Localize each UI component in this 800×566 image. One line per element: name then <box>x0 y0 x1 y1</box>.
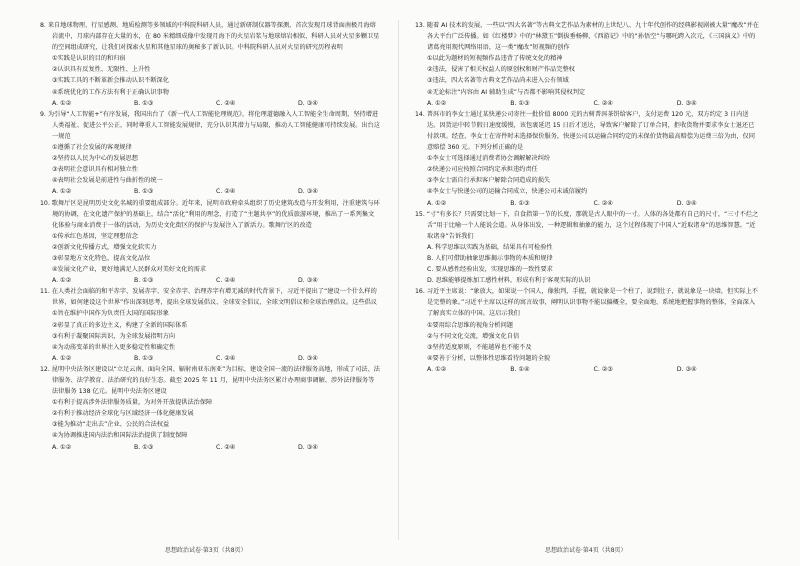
question-option: ②与不同文化交流，增强文化自信 <box>427 332 520 340</box>
question-option: ③违法，四大名著等古典文艺作品尚未进入公有领域 <box>427 77 569 85</box>
question-option: ③实践工具的不断革新会推动认识不断深化 <box>52 77 169 85</box>
question-stem: 13. 随着 AI 技术的发展，一些以“四大名著”等古典文艺作品为素材的上世纪八、九十年代创作的经典影视剧被大量“魔改”并在各大平台广泛传播。如《红楼梦》中的“林黛玉”倒拔垂杨柳，《西游记》中的“孙悟空”与哪吒跨入次元，《三国演义》中的诸葛亮用现代网络用语，这一类“魔改”短视频的创作 <box>415 22 759 52</box>
answer-choice: C. ②④ <box>216 188 236 196</box>
question-option: ①要用综合思维的视角分析问题 <box>427 321 513 329</box>
question-option: ④为动荡变革的世界注入更多稳定性和确定性 <box>52 343 176 351</box>
question-option: ④为协调推进国内法治和国际法治提供了制度保障 <box>52 432 188 440</box>
question-option: ①实践是认识的目的和归宿 <box>52 55 126 63</box>
answer-choice: C. ②④ <box>593 199 613 207</box>
question-option: ③彰显地方文化特色，提高文化品位 <box>52 254 151 262</box>
right-page-questions <box>415 20 760 530</box>
answer-choice: D. ③④ <box>298 277 318 285</box>
answer-choice: C. ②④ <box>216 277 236 285</box>
question-option: ②坚持以人民为中心的发展思想 <box>52 155 138 163</box>
answer-choice: D. ③④ <box>676 199 697 207</box>
question-block <box>415 209 760 287</box>
answer-choices <box>415 98 760 109</box>
answer-choices <box>40 442 380 453</box>
answer-choice: C. ②④ <box>216 443 236 451</box>
question-option: ①以此为题材的短视频作品违背了传统文化的精神 <box>427 55 563 63</box>
question-block <box>415 109 760 209</box>
answer-choice: D. ③④ <box>676 99 697 107</box>
question-option: ④无论标注“内容由 AI 辅助生成”与否都不影响其侵权判定 <box>427 88 586 96</box>
answer-choice: B. ①③ <box>134 277 154 285</box>
question-stem: 15. “寸”有多长？只需要比划一下，自食指第一节的长度，那就是古人眼中的一寸。人体的各处都有自己的尺寸，“三寸不烂之舌”用于比喻一个人能说会道。从身体出发，一种逻辑和抽象的能力，这个过程体现了中国人“近取诸身”的思维智慧。“近取诸身”告诉我们 <box>415 210 759 240</box>
question-option: ②违法，侵害了相关权益人的原创权和财产作品完整权 <box>427 66 575 74</box>
question-block <box>40 109 380 198</box>
question-option: ②创新文化传播方式，增强文化软实力 <box>52 243 157 251</box>
question-option: D. 思维能够提炼加工感性材料，形成有利于客观实际的认识 <box>427 277 591 285</box>
question-option: ④系统优化的工作方法有利于正确认识事物 <box>52 88 169 96</box>
answer-choices <box>40 275 380 286</box>
answer-choice: B. ①③ <box>134 354 154 362</box>
question-option: ③坚持适度原则，不能越界也不能不及 <box>427 343 532 351</box>
question-option: A. 科学思维以实践为基础，结果具有可检验性 <box>427 243 553 251</box>
question-option: ②彰显了真正的多边主义，构建了全新的国际体系 <box>52 321 188 329</box>
answer-choices <box>40 186 380 197</box>
question-option: ④发展文化产业，更好地满足人民群众对美好文化的需求 <box>52 266 207 274</box>
answer-choice: D. ③④ <box>298 188 318 196</box>
question-block <box>40 364 380 453</box>
answer-choice: D. ③④ <box>298 443 318 451</box>
question-option: ④表明社会发展是前进性与曲折性的统一 <box>52 177 163 185</box>
question-option: B. 人们可借助抽象思维揭示事物的本质和规律 <box>427 254 553 262</box>
answer-choices <box>40 353 380 364</box>
question-option: ③李女士需自行承担客户解除合同造成的损失 <box>427 177 551 185</box>
question-block <box>40 20 380 109</box>
question-stem: 11. 在人类社会面临的和平赤字、发展赤字、安全赤字、治理赤字有增无减的时代背景下，习近平提出了“建设一个什么样的世界，如何建设这个世界”作出深刻思考，提出全球发展倡议、全球安全倡议、全球文明倡议和全球治理倡议。这些倡议 <box>40 288 377 307</box>
answer-choice: C. ②④ <box>216 99 236 107</box>
right-page-footer: 思想政治试卷·第4页（共8页） <box>545 547 627 554</box>
question-option: ③有利于凝聚国际共识，为全球发展指明方向 <box>52 332 176 340</box>
question-option: ①遵循了社会发展的客观规律 <box>52 144 132 152</box>
question-block <box>415 286 760 375</box>
question-option: ②有利于推动经济全球化与区域经济一体化健康发展 <box>52 410 194 418</box>
answer-choice: A. ①② <box>52 354 72 362</box>
question-option: ③能为推动“走出去”企业、公民的合法权益 <box>52 421 170 429</box>
question-stem: 12. 昆明中央法务区建设以“立足云南、面向全国、辐射南亚东南亚”为目标，建设全国一流的法律服务高地，形成了司法、法律服务、法学教育、法治研究的良好生态。截至 2025 年 11 月，昆明中央法务区累计办理商事调解、涉外法律服务等法律服务 138 亿元。昆明中央法务区建设 <box>40 365 380 396</box>
question-option: ①传承红色基因，坚定理想信念 <box>52 232 138 240</box>
answer-choice: A. ①② <box>52 188 72 196</box>
question-option: ④李女士与快递公司的运输合同成立，快递公司未诚信履约 <box>427 188 588 196</box>
question-stem: 10. 歌舞厅区是昆明历史文化名城的重要组成部分。近年来，昆明市政府牵头组织了历史建筑改造与开发利用，注重建筑与环境的协调，在文化遗产保护的基础上，结合“活化”利用的理念，打造了“主题共享”的优质旅游环境，推出了一系列集文化体验与商业消费于一体的活动，为历史文化街区的保护与发展注入了新活力。歌舞厅区的改造 <box>40 199 380 229</box>
answer-choice: B. ①③ <box>134 188 154 196</box>
left-page-footer: 思想政治试卷·第3页（共8页） <box>165 547 247 554</box>
question-block <box>415 20 760 109</box>
answer-choices <box>415 364 760 375</box>
answer-choice: A. ①② <box>52 277 72 285</box>
page-divider <box>398 20 399 540</box>
question-stem: 8. 来自地球物理、行星感测、地质检测等多领域的中科院科研人员，通过新研制仪器等探测，首次发现月球背面南极月海熔岩流中，月球内部存在大量的水，在 80 米精细成像中发现月海下的火星岩浆与地球熔岩相似，科研人员对火星多颗卫星的空间组成研究，让我们对探索火星和其他星球的奥秘多了新认识。中科院科研人员对火星的研究历程表明 <box>40 22 380 52</box>
question-option: ②认识具有反复性、无限性、上升性 <box>52 66 151 74</box>
question-option: ④要善于分析，以整体性思维看待问题的全貌 <box>427 354 551 362</box>
answer-choice: A. ①② <box>427 199 447 207</box>
question-stem: 9. 为引导“人工智能+”有序发展，我国出台了《新一代人工智能伦理规范》，将伦理道德融入人工智能全生命周期，坚持增进人类福祉、促进公平公正，同时尊重人工智能发展规律，充分认识其潜力与局限，推动人工智能健康可持续发展。出台这一规范 <box>40 110 380 140</box>
answer-choice: A. ①② <box>427 365 447 373</box>
answer-choice: A. ①② <box>52 443 72 451</box>
answer-choices <box>40 98 380 109</box>
left-page-questions <box>40 20 380 530</box>
answer-choice: D. ③④ <box>298 99 318 107</box>
answer-choice: C. ②③ <box>593 365 613 373</box>
answer-choices <box>415 198 760 209</box>
question-option: ①李女士可选择通过消费者协会调解解决纠纷 <box>427 155 551 163</box>
question-option: ③表明社会意识具有相对独立性 <box>52 166 138 174</box>
question-option: ②快递公司应按照合同约定承担违约责任 <box>427 166 538 174</box>
answer-choice: C. ②④ <box>593 99 613 107</box>
answer-choice: D. ③④ <box>298 354 318 362</box>
answer-choice: D. ③④ <box>676 365 697 373</box>
question-block <box>40 198 380 287</box>
question-stem: 14. 普洱市的李女士通过某快递公司寄往一批价值 8000 元的古树普洱茶饼给客户，支付运费 120 元，双方约定 3 日内送达。因货运中转节假日速度缓慢，该包裹延迟 15 日后才送达，导致客户解除了订单合同，拒收货物并要求李女士退还已付款项。经查，李女士在寄件时未选择保价服务，快递公司以运输合同约定的未保价货物最高赔偿为运费三倍为由，仅同意赔偿 360 元。下列分析正确的是 <box>415 110 755 152</box>
answer-choice: B. ①③ <box>134 443 154 451</box>
answer-choice: B. ①③ <box>510 99 530 107</box>
question-option: ①旨在维护中国作为负责任大国的国际形象 <box>52 310 169 318</box>
question-option: ①有利于提高涉外法律服务质量，为对外开放提供法治保障 <box>52 399 213 407</box>
question-block <box>40 286 380 364</box>
answer-choice: B. ①③ <box>510 199 530 207</box>
answer-choice: C. ②④ <box>216 354 236 362</box>
question-option: C. 要从感性经验出发，实现思维的一致性要求 <box>427 266 553 274</box>
answer-choice: B. ①③ <box>134 99 154 107</box>
answer-choice: A. ①② <box>52 99 72 107</box>
answer-choice: A. ①② <box>427 99 447 107</box>
question-stem: 16. 习近平主席说：“象放大，如果说一个国人，像独判，手握，就说象是一个柱了，说到肚子，就说象是一块墙，但实际上不是完整的象。”习近平主席以这样的寓言故事，阐明认识事物不能以偏概全，要全面地、系统地把握事物的整体，全面深入了解真实立体的中国。这启示我们 <box>415 288 758 318</box>
answer-choice: B. ①④ <box>510 365 530 373</box>
